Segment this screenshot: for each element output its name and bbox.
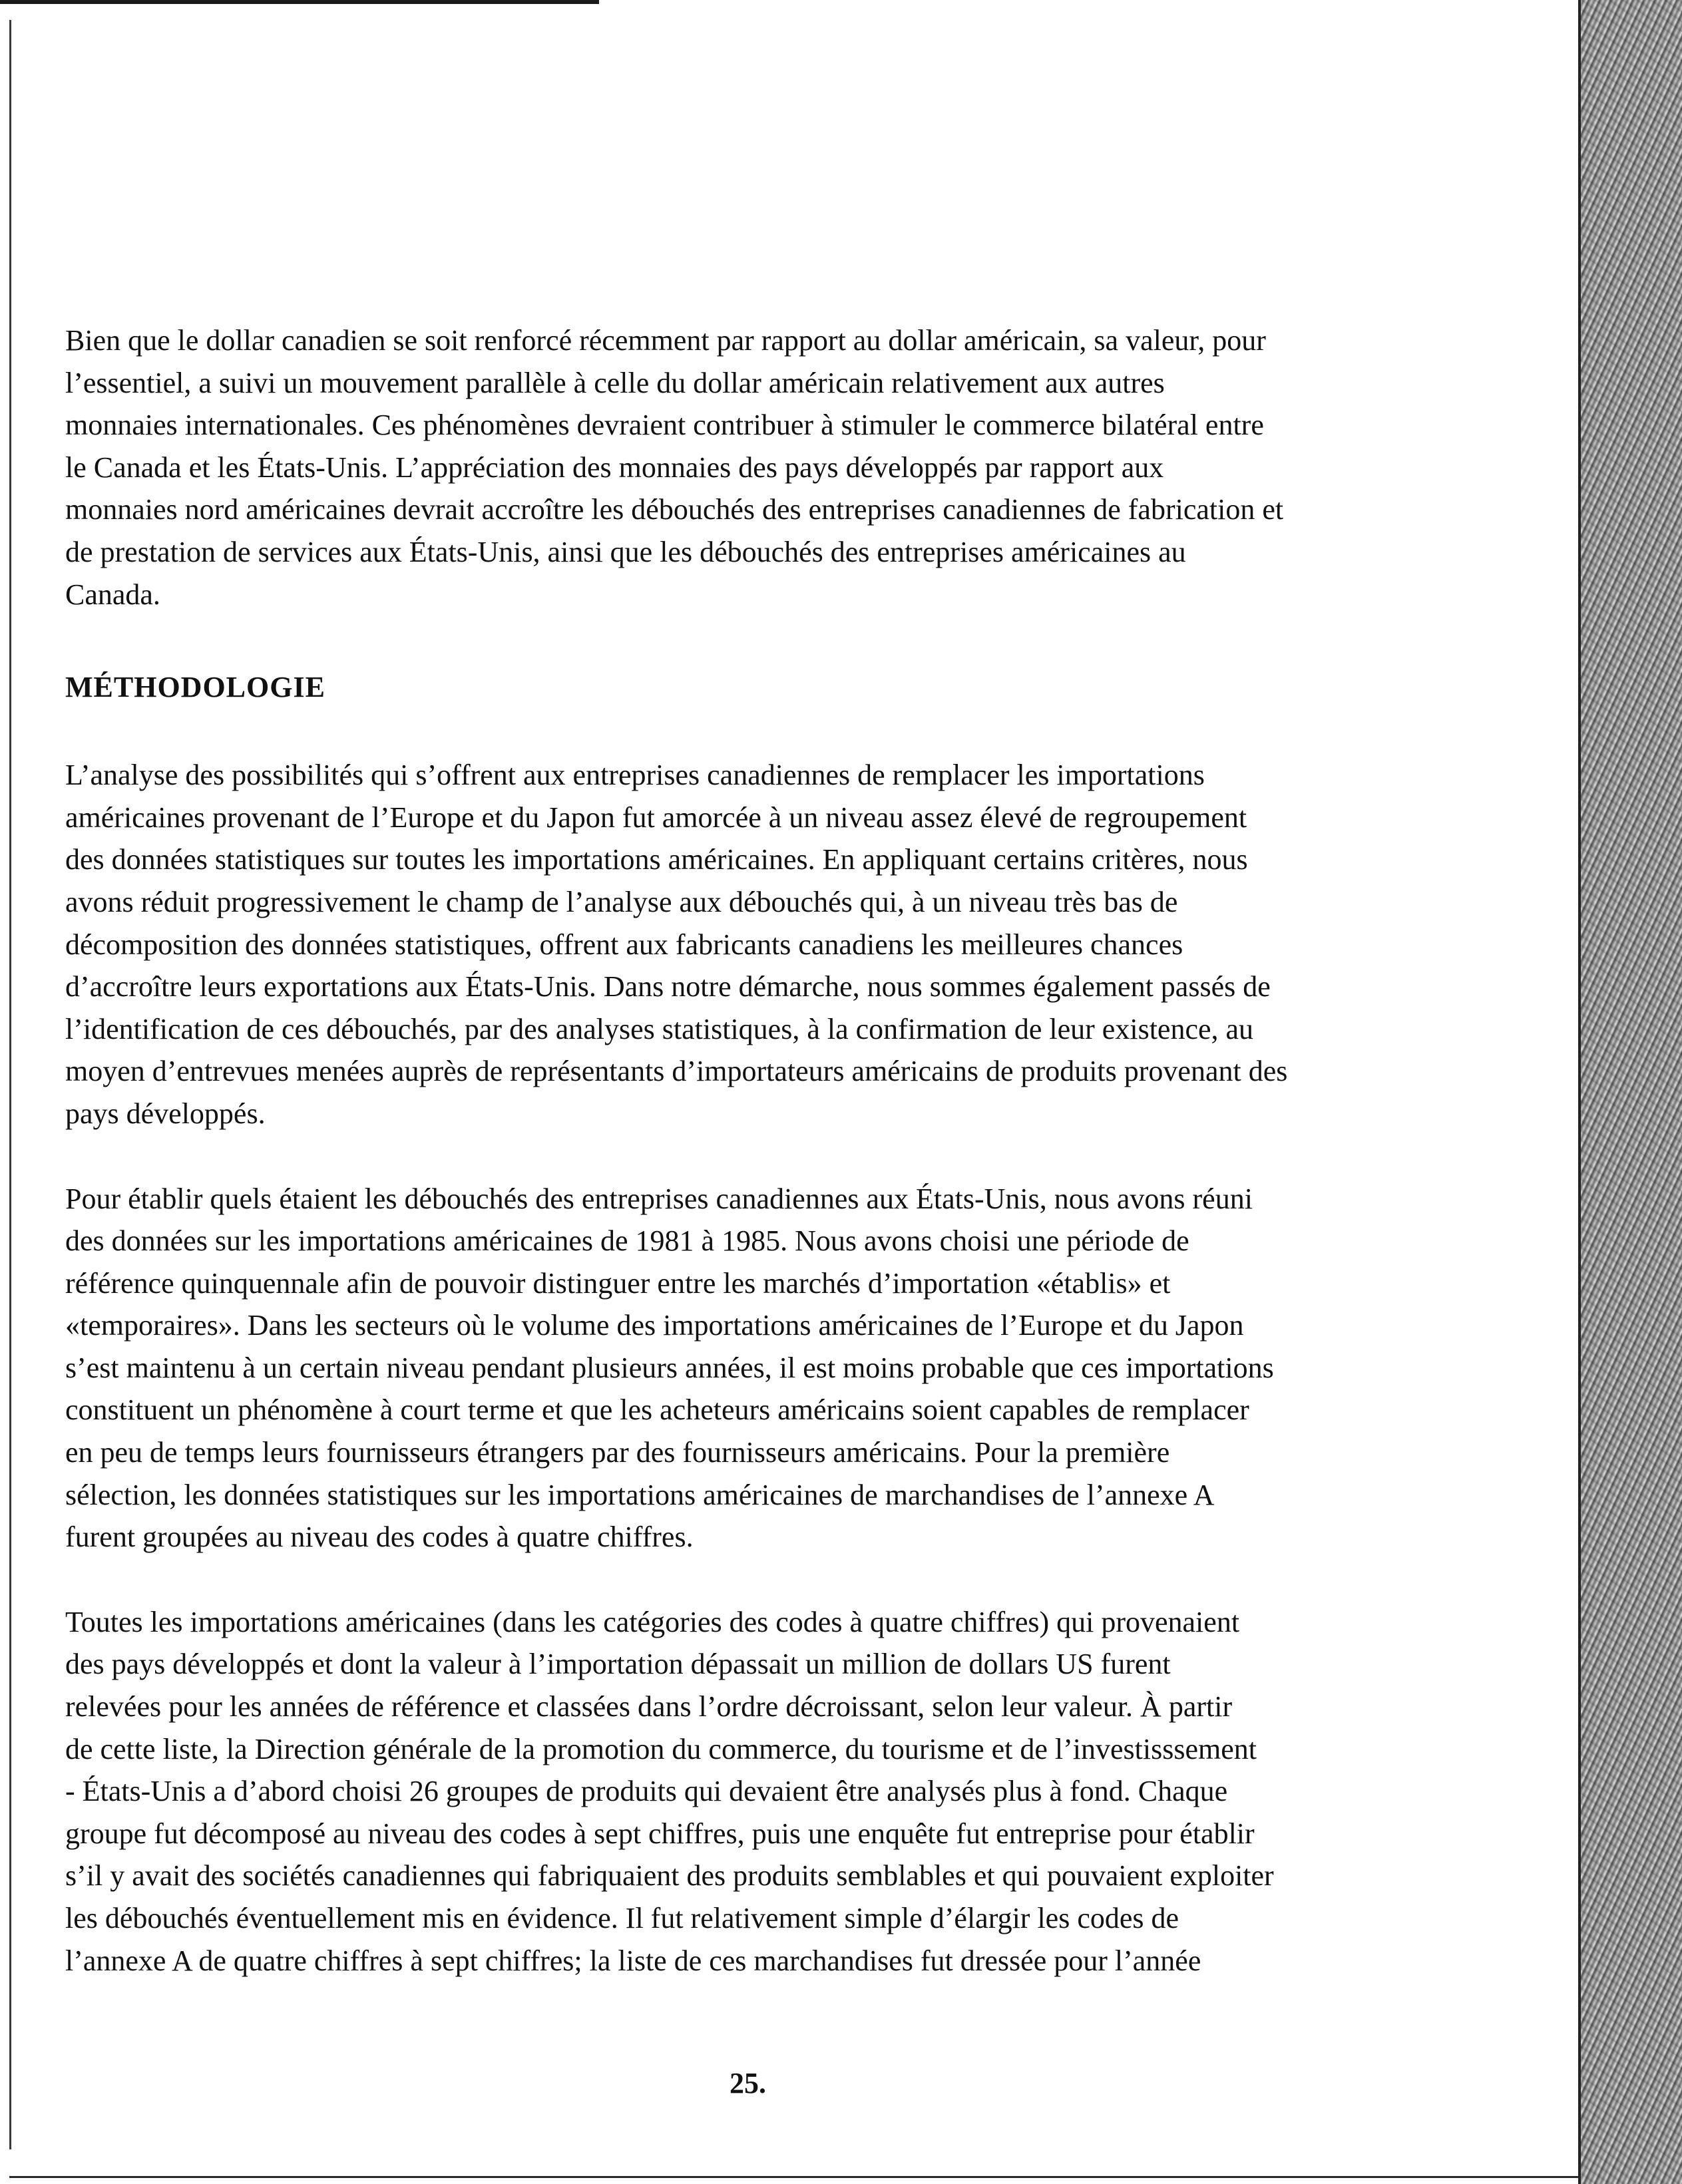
text-line: s’il y avait des sociétés canadiennes qui fabriquaient des produits semblables et qui pouvaient exploiter — [65, 1859, 1274, 1893]
text-line: monnaies nord américaines devrait accroître les débouchés des entreprises canadiennes de fabrication et — [65, 493, 1284, 526]
text-line: s’est maintenu à un certain niveau pendant plusieurs années, il est moins probable que ces importations — [65, 1351, 1274, 1384]
text-line: américaines provenant de l’Europe et du Japon fut amorcée à un niveau assez élevé de regroupement — [65, 801, 1247, 834]
text-line: - États-Unis a d’abord choisi 26 groupes de produits qui devaient être analysés plus à fond. Chaque — [65, 1775, 1228, 1808]
paragraph-selection — [65, 1601, 1410, 1982]
text-line: moyen d’entrevues menées auprès de représentants d’importateurs américains de produits provenant des — [65, 1055, 1288, 1088]
text-line: le Canada et les États-Unis. L’appréciation des monnaies des pays développés par rapport aux — [65, 451, 1164, 484]
paragraph-exchange-rates — [65, 319, 1410, 616]
text-line: relevées pour les années de référence et classées dans l’ordre décroissant, selon leur valeur. À partir — [65, 1690, 1233, 1724]
text-line: sélection, les données statistiques sur les importations américaines de marchandises de l’annexe A — [65, 1478, 1215, 1511]
text-line: des pays développés et dont la valeur à l’importation dépassait un million de dollars US furent — [65, 1648, 1171, 1681]
text-line: monnaies internationales. Ces phénomènes devraient contribuer à stimuler le commerce bilatéral entre — [65, 409, 1264, 442]
scan-bottom-rule — [9, 2176, 1580, 2178]
text-line: Canada. — [65, 578, 160, 611]
text-line: Bien que le dollar canadien se soit renforcé récemment par rapport au dollar américain, sa valeur, pour — [65, 324, 1266, 357]
text-line: de cette liste, la Direction générale de la promotion du commerce, du tourisme et de l’investisssement — [65, 1732, 1257, 1765]
scan-top-rule — [0, 0, 599, 4]
text-line: décomposition des données statistiques, offrent aux fabricants canadiens les meilleures chances — [65, 928, 1183, 961]
text-line: furent groupées au niveau des codes à quatre chiffres. — [65, 1521, 694, 1554]
text-line: l’essentiel, a suivi un mouvement parallèle à celle du dollar américain relativement aux autres — [65, 366, 1165, 399]
text-line: pays développés. — [65, 1097, 266, 1130]
page-number: 25. — [730, 2067, 766, 2099]
paragraph-reference-period — [65, 1178, 1410, 1558]
text-line: des données statistiques sur toutes les importations américaines. En appliquant certains critères, nous — [65, 843, 1248, 876]
text-line: constituent un phénomène à court terme et que les acheteurs américains soient capables de remplacer — [65, 1393, 1249, 1427]
text-line: référence quinquennale afin de pouvoir distinguer entre les marchés d’importation «établis» et — [65, 1266, 1171, 1300]
scan-binding-edge — [1578, 0, 1682, 2184]
text-line: de prestation de services aux États-Unis, ainsi que les débouchés des entreprises américaines au — [65, 535, 1186, 568]
text-line: «temporaires». Dans les secteurs où le volume des importations américaines de l’Europe et du Japon — [65, 1309, 1244, 1342]
text-line: d’accroître leurs exportations aux États-Unis. Dans notre démarche, nous sommes également passés de — [65, 970, 1271, 1003]
text-line: Pour établir quels étaient les débouchés des entreprises canadiennes aux États-Unis, nous avons réuni — [65, 1182, 1253, 1215]
text-line: L’analyse des possibilités qui s’offrent aux entreprises canadiennes de remplacer les importations — [65, 759, 1205, 792]
scan-left-rule — [9, 20, 11, 2149]
text-line: en peu de temps leurs fournisseurs étrangers par des fournisseurs américains. Pour la première — [65, 1436, 1170, 1469]
text-line: les débouchés éventuellement mis en évidence. Il fut relativement simple d’élargir les codes de — [65, 1902, 1179, 1934]
text-line: Toutes les importations américaines (dans les catégories des codes à quatre chiffres) qui provenaient — [65, 1605, 1240, 1638]
page-body — [65, 319, 1410, 1982]
paragraph-analysis — [65, 754, 1410, 1135]
text-line: l’identification de ces débouchés, par des analyses statistiques, à la confirmation de leur existence, au — [65, 1012, 1254, 1045]
text-line: l’annexe A de quatre chiffres à sept chiffres; la liste de ces marchandises fut dressée pour l’année — [65, 1944, 1201, 1977]
text-line: groupe fut décomposé au niveau des codes à sept chiffres, puis une enquête fut entreprise pour établir — [65, 1817, 1255, 1850]
text-line: avons réduit progressivement le champ de l’analyse aux débouchés qui, à un niveau très bas de — [65, 885, 1178, 918]
section-heading-methodologie: MÉTHODOLOGIE — [65, 671, 325, 704]
text-line: des données sur les importations américaines de 1981 à 1985. Nous avons choisi une période de — [65, 1224, 1189, 1258]
